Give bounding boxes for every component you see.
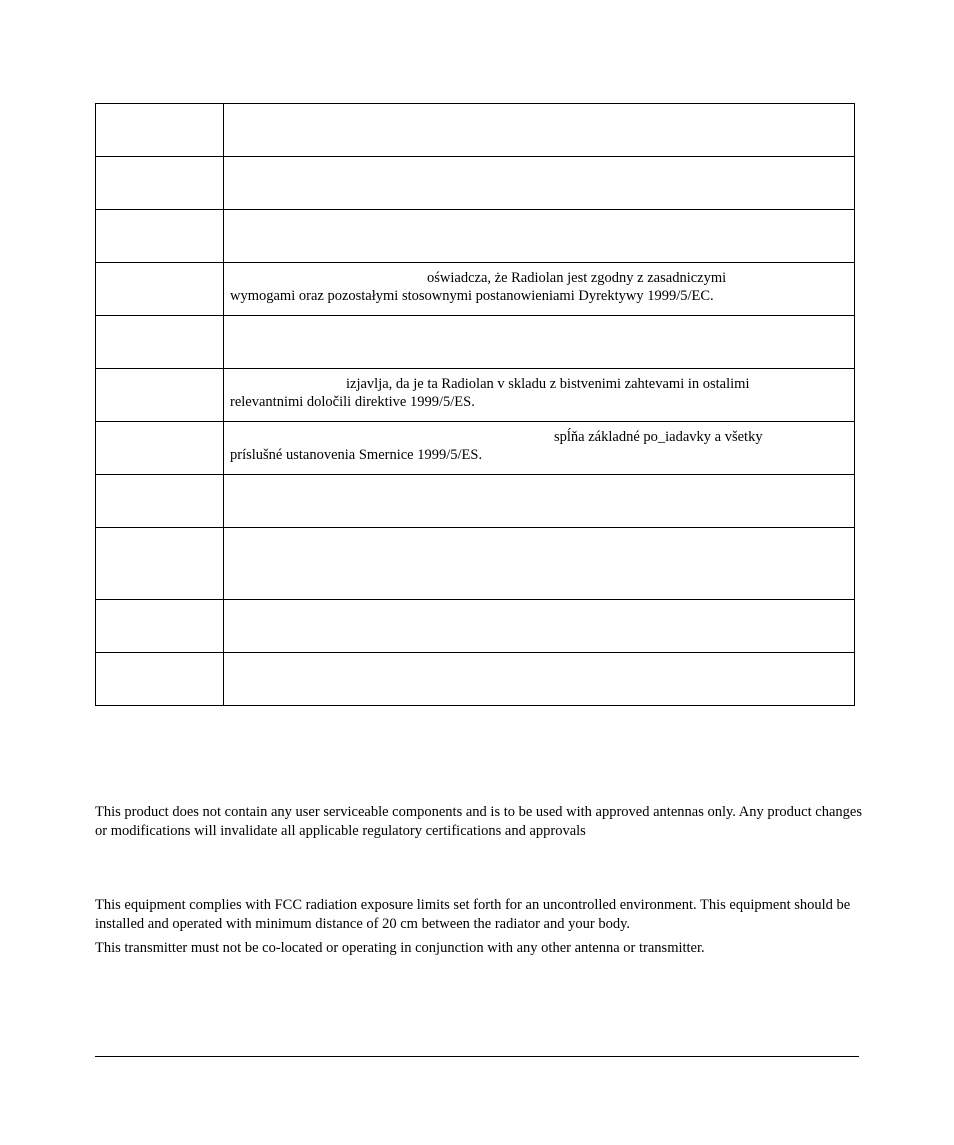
declaration-cell [224,316,855,369]
language-cell [96,422,224,475]
language-cell [96,316,224,369]
declaration-line-2: wymogami oraz pozostałymi stosownymi postanowieniami Dyrektywy 1999/5/EC. [230,288,714,304]
declaration-line-2: príslušné ustanovenia Smernice 1999/5/ES. [230,447,483,463]
co-location-notice: This transmitter must not be co-located or operating in conjunction with any other antenna or transmitter. [95,940,705,956]
footer-rule [95,1056,859,1057]
declaration-line-1: oświadcza, że Radiolan jest zgodny z zasadniczymi [427,270,727,286]
declaration-of-conformity-table [95,103,855,706]
declaration-cell [224,263,855,316]
declaration-cell [224,210,855,263]
table-row [96,263,855,316]
language-cell [96,104,224,157]
language-cell [96,653,224,706]
declaration-cell [224,422,855,475]
language-cell [96,600,224,653]
declaration-cell [224,369,855,422]
table-row [96,528,855,600]
table-row [96,600,855,653]
declaration-cell [224,528,855,600]
table-row [96,104,855,157]
language-cell [96,475,224,528]
table-row [96,157,855,210]
table-row [96,475,855,528]
declaration-cell [224,104,855,157]
fcc-exposure-notice: This equipment complies with FCC radiation exposure limits set forth for an uncontrolled environment. This equipment should be installed and operated with minimum distance of 20 cm between the radiator and your body. [95,897,851,932]
declaration-cell [224,600,855,653]
language-cell [96,210,224,263]
declaration-cell [224,653,855,706]
declaration-cell [224,157,855,210]
language-cell [96,157,224,210]
declaration-line-1: spĺňa základné po_iadavky a všetky [554,429,763,445]
language-cell [96,263,224,316]
language-cell [96,528,224,600]
table-row [96,653,855,706]
serviceable-components-notice: This product does not contain any user serviceable components and is to be used with approved antennas only. Any product changes or modifications will invalidate all applicable regulatory certifications and approvals [95,804,862,839]
declaration-cell [224,475,855,528]
declaration-line-1: izjavlja, da je ta Radiolan v skladu z bistvenimi zahtevami in ostalimi [346,376,750,392]
declaration-line-2: relevantnimi določili direktive 1999/5/ES. [230,394,475,410]
table-row [96,316,855,369]
table-row [96,422,855,475]
language-cell [96,369,224,422]
table-row [96,210,855,263]
table-row [96,369,855,422]
